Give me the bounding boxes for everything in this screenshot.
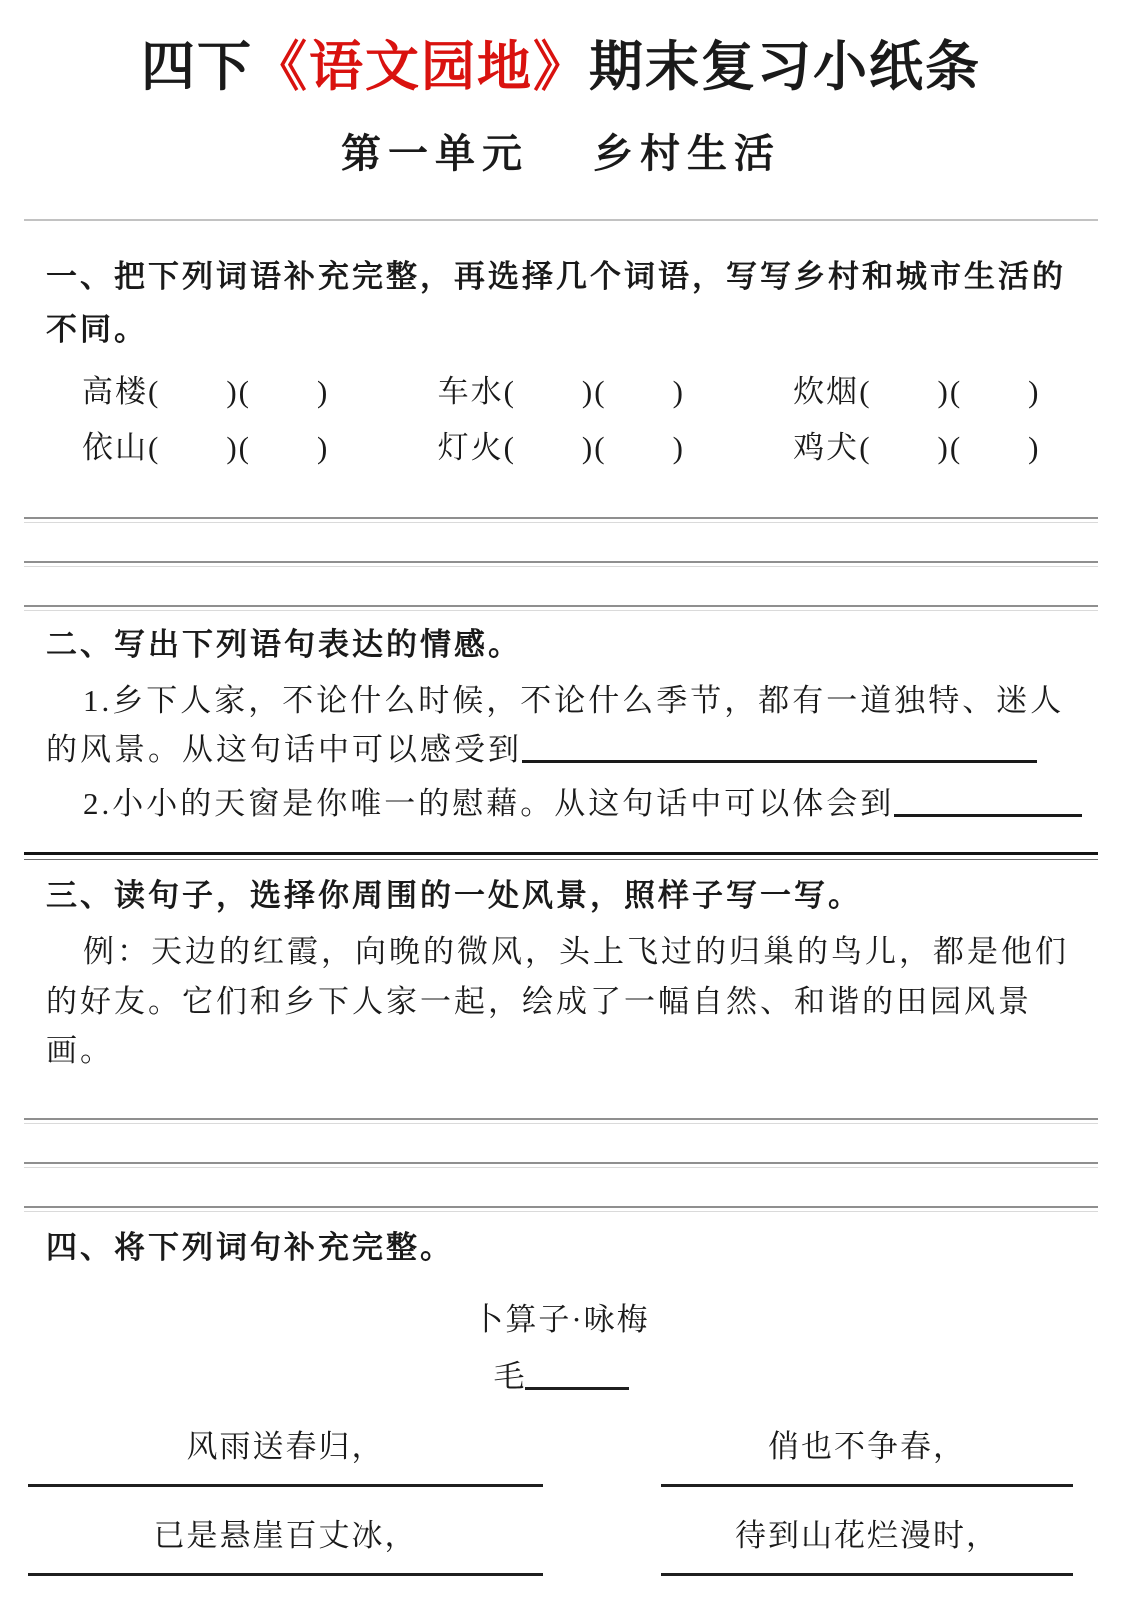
- word-item: [82, 364, 438, 419]
- writing-line: [24, 561, 1098, 567]
- section-3-heading: 三、读句子，选择你周围的一处风景，照样子写一写。: [46, 878, 862, 914]
- writing-line: [24, 517, 1098, 523]
- poem-column-left: [28, 1402, 543, 1576]
- word-prefix: 依山: [82, 429, 148, 465]
- writing-line: [24, 605, 1098, 611]
- poem-author-blank: [525, 1381, 629, 1390]
- word-blanks: ( )( ): [148, 374, 330, 410]
- poem-line-text: 俏也不争春，: [768, 1428, 966, 1464]
- section-2-heading: 二、写出下列语句表达的情感。: [46, 626, 522, 662]
- doc-title: [24, 36, 1098, 98]
- word-blanks: ( )( ): [503, 374, 685, 410]
- writing-line: [24, 1118, 1098, 1124]
- word-item: [82, 420, 438, 475]
- question-1-blank: [522, 754, 1037, 763]
- poem-line-text: 已是悬崖百丈冰，: [153, 1517, 418, 1553]
- section-divider-heavy: [24, 852, 1098, 860]
- poem-author-line: [24, 1351, 1098, 1396]
- writing-line: [24, 1162, 1098, 1168]
- writing-line: [24, 1206, 1098, 1212]
- word-item: [438, 364, 794, 419]
- word-prefix: 炊烟: [793, 374, 860, 410]
- poem-line-text: 风雨送春归，: [186, 1428, 385, 1464]
- question-2-blank: [894, 808, 1082, 817]
- doc-title-suffix: 期末复习小纸条: [589, 37, 981, 97]
- poem-blank-line: [28, 1484, 543, 1487]
- word-blanks: ( )( ): [859, 374, 1041, 410]
- word-blanks: ( )( ): [859, 429, 1041, 465]
- word-completion-grid: [24, 364, 1098, 474]
- question-1: [24, 676, 1098, 775]
- word-item: [793, 364, 1098, 419]
- unit-subtitle: 第一单元 乡村生活: [341, 131, 781, 177]
- poem-blank-line: [661, 1573, 1073, 1576]
- poem-columns: [24, 1402, 1098, 1576]
- word-prefix: 车水: [437, 374, 504, 410]
- poem-author-prefix: 毛: [493, 1359, 525, 1395]
- example-sentence: 例：天边的红霞，向晚的微风，头上飞过的归巢的鸟儿，都是他们的好友。它们和乡下人家一起，绘成了一幅自然、和谐的田园风景画。: [46, 933, 1069, 1069]
- word-blanks: ( )( ): [503, 429, 685, 465]
- doc-title-highlight: 《语文园地》: [253, 37, 589, 97]
- word-prefix: 高楼: [82, 374, 148, 410]
- section-4-heading: 四、将下列词句补充完整。: [46, 1229, 454, 1265]
- question-2: [24, 779, 1098, 829]
- word-prefix: 灯火: [437, 429, 504, 465]
- poem-column-right: [661, 1402, 1073, 1576]
- poem-blank-line: [661, 1484, 1073, 1487]
- header-divider: [24, 219, 1098, 221]
- poem-title: 卜算子·咏梅: [472, 1302, 650, 1338]
- question-1-text: 1.乡下人家，不论什么时候，不论什么季节，都有一道独特、迷人的风景。从这句话中可以感受到: [46, 682, 1065, 768]
- word-prefix: 鸡犬: [793, 429, 860, 465]
- question-2-text: 2.小小的天窗是你唯一的慰藉。从这句话中可以体会到: [83, 785, 895, 821]
- doc-title-prefix: 四下: [141, 37, 253, 97]
- section-1-heading: 一、把下列词语补充完整，再选择几个词语，写写乡村和城市生活的不同。: [46, 259, 1066, 347]
- word-item: [793, 420, 1098, 475]
- word-item: [438, 420, 794, 475]
- word-blanks: ( )( ): [148, 429, 330, 465]
- poem-blank-line: [28, 1573, 543, 1576]
- poem-line-text: 待到山花烂漫时，: [735, 1517, 999, 1553]
